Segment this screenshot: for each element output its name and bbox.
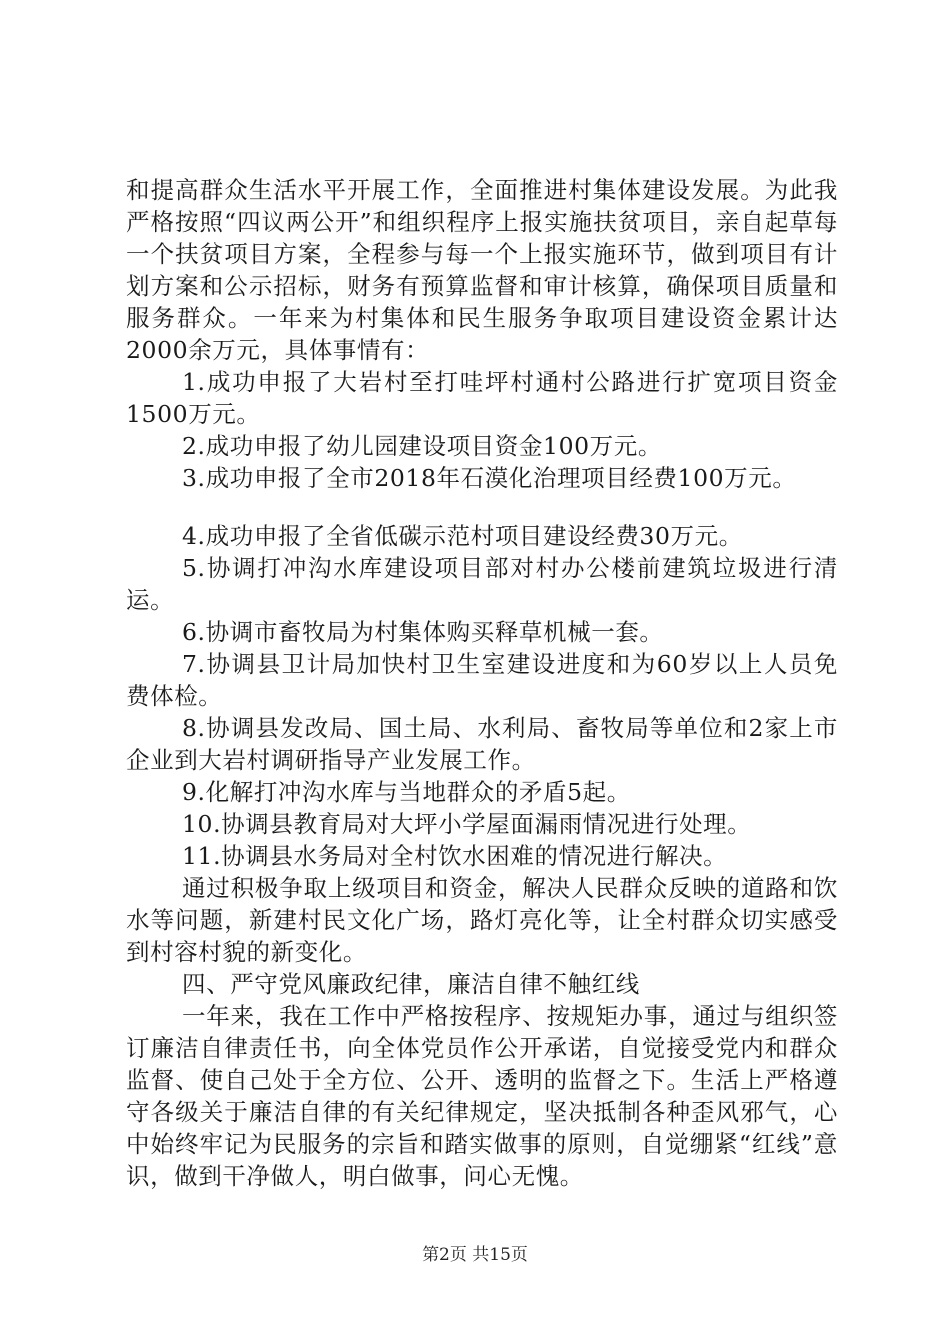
list-item-2: 2.成功申报了幼儿园建设项目资金100万元。 [182, 432, 662, 460]
list-item-4: 4.成功申报了全省低碳示范村项目建设经费30万元。 [182, 522, 743, 550]
list-item-7: 7.协调县卫计局加快村卫生室建设进度和为60岁以上人员免费体检。 [126, 650, 838, 710]
list-item-9: 9.化解打冲沟水库与当地群众的矛盾5起。 [182, 778, 631, 806]
list-item-11: 11.协调县水务局对全村饮水困难的情况进行解决。 [182, 842, 728, 870]
list-item-1: 1.成功申报了大岩村至打哇坪村通村公路进行扩宽项目资金1500万元。 [126, 368, 838, 428]
paragraph-intro: 和提高群众生活水平开展工作，全面推进村集体建设发展。为此我严格按照“四议两公开”和组织程序上报实施扶贫项目，亲自起草每一个扶贫项目方案，全程参与每一个上报实施环节，做到项目有计划方案和公示招标，财务有预算监督和审计核算，确保项目质量和服务群众。一年来为村集体和民生服务争取项目建设资金累计达2000余万元，具体事情有： [126, 176, 838, 364]
list-item-10: 10.协调县教育局对大坪小学屋面漏雨情况进行处理。 [182, 810, 752, 838]
page-footer: 第2页 共15页 [422, 1245, 528, 1265]
section-heading: 四、严守党风廉政纪律，廉洁自律不触红线 [182, 970, 640, 998]
paragraph-summary: 通过积极争取上级项目和资金，解决人民群众反映的道路和饮水等问题，新建村民文化广场，路灯亮化等，让全村群众切实感受到村容村貌的新变化。 [126, 874, 838, 966]
paragraph-integrity: 一年来，我在工作中严格按程序、按规矩办事，通过与组织签订廉洁自律责任书，向全体党员作公开承诺，自觉接受党内和群众监督、使自己处于全方位、公开、透明的监督之下。生活上严格遵守各级关于廉洁自律的有关纪律规定，坚决抵制各种歪风邪气，心中始终牢记为民服务的宗旨和踏实做事的原则，自觉绷紧“红线”意识，做到干净做人，明白做事，问心无愧。 [126, 1002, 838, 1190]
document-body [126, 174, 838, 1192]
list-item-8: 8.协调县发改局、国土局、水利局、畜牧局等单位和2家上市企业到大岩村调研指导产业发展工作。 [126, 714, 838, 774]
list-item-5: 5.协调打冲沟水库建设项目部对村办公楼前建筑垃圾进行清运。 [126, 554, 838, 614]
list-item-3: 3.成功申报了全市2018年石漠化治理项目经费100万元。 [182, 464, 797, 492]
blank-line [126, 494, 838, 520]
list-item-6: 6.协调市畜牧局为村集体购买释草机械一套。 [182, 618, 664, 646]
